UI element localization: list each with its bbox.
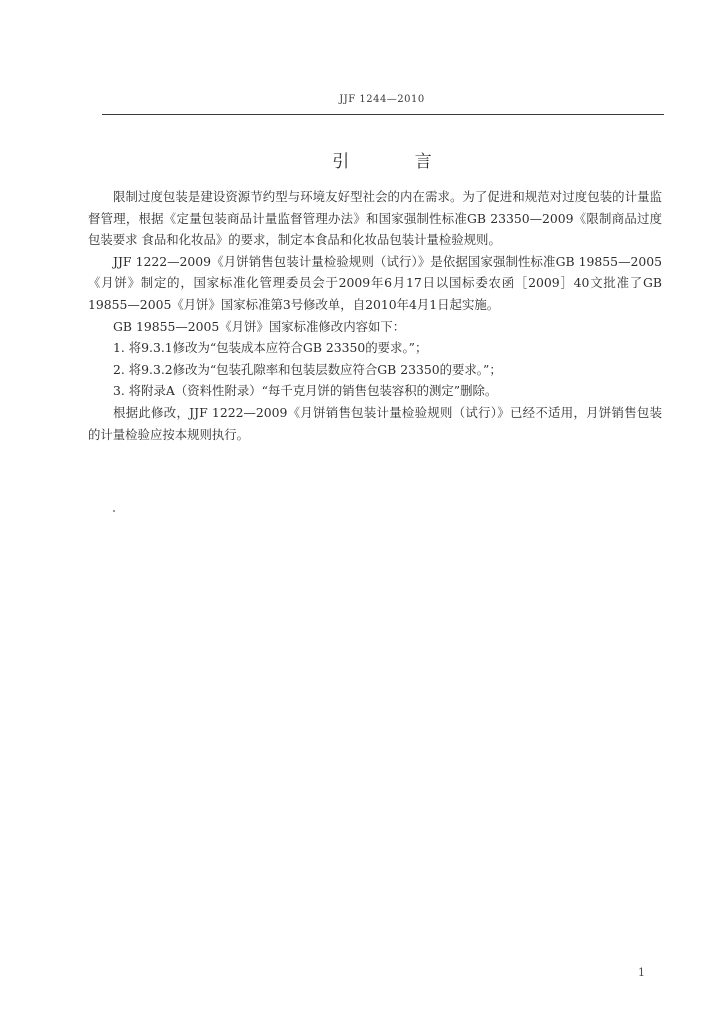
modification-item-2: 2. 将9.3.2修改为“包装孔隙率和包装层数应符合GB 23350的要求。”； — [113, 361, 502, 377]
paragraph-conclusion: 根据此修改，JJF 1222—2009《月饼销售包装计量检验规则（试行）》已经不适用，月饼销售包装的计量检验应按本规则执行。 — [88, 404, 662, 442]
paragraph-modifications-lead: GB 19855—2005《月饼》国家标准修改内容如下： — [113, 318, 406, 334]
header-divider — [102, 114, 664, 115]
body-text — [88, 186, 662, 445]
modification-item-3: 3. 将附录A（资料性附录）“每千克月饼的销售包装容积的测定”删除。 — [113, 383, 498, 399]
section-title: 引 言 — [332, 152, 462, 172]
paragraph-background: JJF 1222—2009《月饼销售包装计量检验规则（试行）》是依据国家强制性标准GB 19855—2005《月饼》制定的，国家标准化管理委员会于2009年6月17日以国标委农函［2009］40文批准了GB 19855—2005《月饼》国家标准第3号修改单，自2010年4月1日起实施。 — [88, 253, 662, 312]
document-code-header: JJF 1244—2010 — [339, 94, 425, 105]
page-number: 1 — [638, 966, 645, 979]
paragraph-intro: 限制过度包装是建设资源节约型与环境友好型社会的内在需求。为了促进和规范对过度包装的计量监督管理，根据《定量包装商品计量监督管理办法》和国家强制性标准GB 23350—2009《限制商品过度包装要求 食品和化妆品》的要求，制定本食品和化妆品包装计量检验规则。 — [88, 189, 662, 248]
modification-item-1: 1. 将9.3.1修改为“包装成本应符合GB 23350的要求。”； — [113, 340, 428, 356]
scan-speck — [113, 510, 115, 512]
